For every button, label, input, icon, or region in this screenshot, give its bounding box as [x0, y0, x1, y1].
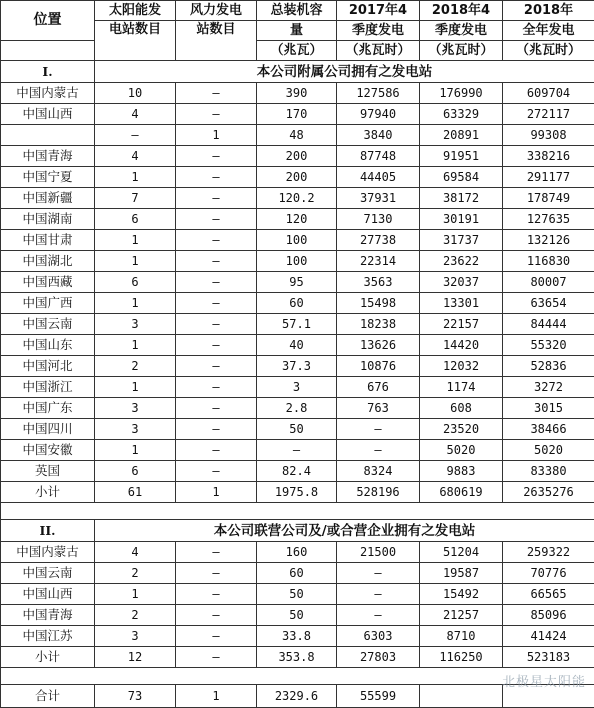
cell-q4-2017: 528196: [337, 482, 420, 503]
cell-q4-2018: 20891: [420, 125, 503, 146]
cell-position: 中国内蒙古: [1, 542, 95, 563]
cell-q4-2017: 22314: [337, 251, 420, 272]
cell-position: [1, 125, 95, 146]
cell-solar-count: 1: [95, 167, 176, 188]
cell-q4-2017: 15498: [337, 293, 420, 314]
cell-position: 中国西藏: [1, 272, 95, 293]
cell-q4-2017: –: [337, 605, 420, 626]
header-wind-line1: 风力发电: [176, 1, 257, 21]
cell-q4-2018: 1174: [420, 377, 503, 398]
cell-fy-2018: 66565: [503, 584, 594, 605]
cell-capacity: 1975.8: [257, 482, 337, 503]
cell-capacity: 50: [257, 605, 337, 626]
cell-capacity: 37.3: [257, 356, 337, 377]
cell-capacity: 60: [257, 293, 337, 314]
cell-capacity: 3: [257, 377, 337, 398]
cell-q4-2017: 763: [337, 398, 420, 419]
cell-q4-2017: 37931: [337, 188, 420, 209]
cell-q4-2018: 38172: [420, 188, 503, 209]
table-row: [1, 542, 594, 563]
cell-position: 中国浙江: [1, 377, 95, 398]
cell-q4-2018: 31737: [420, 230, 503, 251]
cell-q4-2017: –: [337, 584, 420, 605]
cell-wind-count: –: [176, 398, 257, 419]
cell-solar-count: 3: [95, 419, 176, 440]
cell-wind-count: –: [176, 209, 257, 230]
cell-fy-2018: 85096: [503, 605, 594, 626]
cell-fy-2018: 52836: [503, 356, 594, 377]
cell-capacity: –: [257, 440, 337, 461]
spacer-row: [1, 503, 594, 520]
table-row: [1, 419, 594, 440]
cell-position: 中国宁夏: [1, 167, 95, 188]
header-solar-line1: 太阳能发: [95, 1, 176, 21]
cell-wind-count: 1: [176, 125, 257, 146]
cell-q4-2018: 13301: [420, 293, 503, 314]
cell-q4-2017: 21500: [337, 542, 420, 563]
table-row: [1, 272, 594, 293]
cell-position: 中国云南: [1, 563, 95, 584]
cell-position: 小计: [1, 482, 95, 503]
cell-wind-count: –: [176, 293, 257, 314]
cell-fy-2018: 99308: [503, 125, 594, 146]
cell-q4-2017: 3840: [337, 125, 420, 146]
cell-q4-2018: 51204: [420, 542, 503, 563]
cell-fy-2018: 41424: [503, 626, 594, 647]
cell-capacity: 100: [257, 230, 337, 251]
cell-fy-2018: 609704: [503, 83, 594, 104]
cell-capacity: 60: [257, 563, 337, 584]
cell-wind-count: –: [176, 563, 257, 584]
table-row: [1, 167, 594, 188]
cell-capacity: 33.8: [257, 626, 337, 647]
cell-position: 中国内蒙古: [1, 83, 95, 104]
cell-capacity: 48: [257, 125, 337, 146]
cell-position: 小计: [1, 647, 95, 668]
cell-wind-count: –: [176, 584, 257, 605]
cell-q4-2017: 7130: [337, 209, 420, 230]
cell-solar-count: –: [95, 125, 176, 146]
cell-position: 中国新疆: [1, 188, 95, 209]
cell-q4-2017: 27738: [337, 230, 420, 251]
cell-q4-2018: 14420: [420, 335, 503, 356]
table-row: [1, 104, 594, 125]
cell-position: 中国河北: [1, 356, 95, 377]
cell-q4-2017: 13626: [337, 335, 420, 356]
cell-position: 英国: [1, 461, 95, 482]
cell-position: 中国山西: [1, 104, 95, 125]
cell-solar-count: 2: [95, 563, 176, 584]
cell-solar-count: 1: [95, 440, 176, 461]
cell-wind-count: –: [176, 104, 257, 125]
table-row: [1, 314, 594, 335]
cell-capacity: 2329.6: [257, 685, 337, 708]
cell-capacity: 2.8: [257, 398, 337, 419]
cell-q4-2017: –: [337, 419, 420, 440]
cell-q4-2018: 15492: [420, 584, 503, 605]
cell-solar-count: 2: [95, 356, 176, 377]
cell-q4-2018: 680619: [420, 482, 503, 503]
cell-position: 中国湖北: [1, 251, 95, 272]
cell-capacity: 160: [257, 542, 337, 563]
cell-q4-2017: 44405: [337, 167, 420, 188]
cell-position: 中国青海: [1, 605, 95, 626]
table-row: [1, 251, 594, 272]
cell-q4-2018: 91951: [420, 146, 503, 167]
cell-fy-2018: 178749: [503, 188, 594, 209]
cell-q4-2018: 22157: [420, 314, 503, 335]
cell-fy-2018: 259322: [503, 542, 594, 563]
header-fy-2018-unit: （兆瓦时）: [503, 41, 594, 61]
cell-q4-2017: 27803: [337, 647, 420, 668]
header-position-blank: [1, 41, 95, 61]
cell-capacity: 120.2: [257, 188, 337, 209]
cell-wind-count: –: [176, 83, 257, 104]
cell-solar-count: 3: [95, 398, 176, 419]
section2-title: 本公司联营公司及/或合营企业拥有之发电站: [95, 520, 594, 542]
cell-q4-2018: 9883: [420, 461, 503, 482]
cell-wind-count: –: [176, 356, 257, 377]
cell-q4-2018: 21257: [420, 605, 503, 626]
cell-q4-2018: 23520: [420, 419, 503, 440]
table-row: [1, 209, 594, 230]
cell-capacity: 170: [257, 104, 337, 125]
subtotal-row: [1, 647, 594, 668]
table-row: [1, 461, 594, 482]
table-row: [1, 626, 594, 647]
cell-solar-count: 1: [95, 230, 176, 251]
cell-q4-2017: 55599: [337, 685, 420, 708]
cell-position: 中国山西: [1, 584, 95, 605]
cell-fy-2018: 80007: [503, 272, 594, 293]
cell-solar-count: 4: [95, 104, 176, 125]
cell-capacity: 200: [257, 167, 337, 188]
header-q4-2018-line2: 季度发电: [420, 21, 503, 41]
table-row: [1, 83, 594, 104]
header-wind-line2: 站数目: [176, 21, 257, 61]
table-row: [1, 377, 594, 398]
cell-position: 中国云南: [1, 314, 95, 335]
cell-q4-2017: 18238: [337, 314, 420, 335]
cell-solar-count: 1: [95, 251, 176, 272]
cell-q4-2017: 676: [337, 377, 420, 398]
cell-solar-count: 73: [95, 685, 176, 708]
cell-solar-count: 2: [95, 605, 176, 626]
table-row: [1, 230, 594, 251]
cell-q4-2018: 30191: [420, 209, 503, 230]
cell-solar-count: 4: [95, 542, 176, 563]
table-row: [1, 293, 594, 314]
cell-q4-2018: 8710: [420, 626, 503, 647]
cell-wind-count: –: [176, 461, 257, 482]
cell-q4-2018: 23622: [420, 251, 503, 272]
cell-capacity: 40: [257, 335, 337, 356]
cell-fy-2018: 3272: [503, 377, 594, 398]
cell-wind-count: –: [176, 542, 257, 563]
cell-position: 中国甘肃: [1, 230, 95, 251]
cell-position: 中国广西: [1, 293, 95, 314]
table-row: [1, 440, 594, 461]
cell-position: 合计: [1, 685, 95, 708]
cell-solar-count: 1: [95, 584, 176, 605]
cell-fy-2018: 338216: [503, 146, 594, 167]
cell-fy-2018: 127635: [503, 209, 594, 230]
cell-wind-count: –: [176, 377, 257, 398]
header-q4-2017-line2: 季度发电: [337, 21, 420, 41]
table-row: [1, 188, 594, 209]
cell-solar-count: 1: [95, 293, 176, 314]
watermark-logo: 北极星太阳能: [436, 671, 586, 695]
cell-capacity: 50: [257, 584, 337, 605]
header-capacity-line2: 量: [257, 21, 337, 41]
cell-wind-count: –: [176, 314, 257, 335]
cell-position: 中国山东: [1, 335, 95, 356]
cell-position: 中国广东: [1, 398, 95, 419]
cell-wind-count: –: [176, 230, 257, 251]
cell-fy-2018: 83380: [503, 461, 594, 482]
cell-q4-2017: –: [337, 440, 420, 461]
cell-fy-2018: 70776: [503, 563, 594, 584]
cell-q4-2018: 32037: [420, 272, 503, 293]
cell-capacity: 50: [257, 419, 337, 440]
cell-capacity: 390: [257, 83, 337, 104]
cell-fy-2018: 38466: [503, 419, 594, 440]
cell-fy-2018: 523183: [503, 647, 594, 668]
cell-q4-2018: 69584: [420, 167, 503, 188]
cell-wind-count: –: [176, 440, 257, 461]
cell-solar-count: 10: [95, 83, 176, 104]
header-position: 位置: [1, 1, 95, 41]
cell-capacity: 95: [257, 272, 337, 293]
cell-wind-count: –: [176, 605, 257, 626]
section2-number: II.: [1, 520, 95, 542]
cell-q4-2018: 5020: [420, 440, 503, 461]
cell-fy-2018: 55320: [503, 335, 594, 356]
cell-wind-count: –: [176, 167, 257, 188]
cell-position: 中国青海: [1, 146, 95, 167]
header-fy-2018-line2: 全年发电: [503, 21, 594, 41]
header-capacity-line1: 总装机容: [257, 1, 337, 21]
cell-position: 中国安徽: [1, 440, 95, 461]
cell-wind-count: –: [176, 146, 257, 167]
table-row: [1, 356, 594, 377]
cell-capacity: 200: [257, 146, 337, 167]
cell-capacity: 353.8: [257, 647, 337, 668]
table-row: [1, 398, 594, 419]
header-q4-2017-unit: （兆瓦时）: [337, 41, 420, 61]
table-row: [1, 335, 594, 356]
cell-wind-count: –: [176, 335, 257, 356]
cell-solar-count: 3: [95, 626, 176, 647]
cell-q4-2018: 19587: [420, 563, 503, 584]
table-row: [1, 605, 594, 626]
header-solar-line2: 电站数目: [95, 21, 176, 61]
section1-title: 本公司附属公司拥有之发电站: [95, 61, 594, 83]
cell-capacity: 120: [257, 209, 337, 230]
cell-wind-count: –: [176, 188, 257, 209]
cell-position: 中国湖南: [1, 209, 95, 230]
cell-solar-count: 6: [95, 461, 176, 482]
table-row: [1, 146, 594, 167]
header-fy-2018-line1: 2018年: [503, 1, 594, 21]
cell-wind-count: 1: [176, 482, 257, 503]
cell-capacity: 100: [257, 251, 337, 272]
cell-wind-count: 1: [176, 685, 257, 708]
cell-solar-count: 6: [95, 209, 176, 230]
table-row: [1, 584, 594, 605]
cell-wind-count: –: [176, 647, 257, 668]
cell-solar-count: 1: [95, 377, 176, 398]
cell-fy-2018: 84444: [503, 314, 594, 335]
cell-solar-count: 61: [95, 482, 176, 503]
cell-wind-count: –: [176, 419, 257, 440]
header-q4-2018-unit: （兆瓦时）: [420, 41, 503, 61]
cell-q4-2017: 8324: [337, 461, 420, 482]
cell-q4-2017: 3563: [337, 272, 420, 293]
cell-q4-2017: 97940: [337, 104, 420, 125]
table-row: [1, 125, 594, 146]
cell-wind-count: –: [176, 626, 257, 647]
cell-fy-2018: 3015: [503, 398, 594, 419]
cell-solar-count: 4: [95, 146, 176, 167]
cell-q4-2017: 10876: [337, 356, 420, 377]
cell-q4-2017: 6303: [337, 626, 420, 647]
cell-solar-count: 12: [95, 647, 176, 668]
cell-fy-2018: 132126: [503, 230, 594, 251]
header-capacity-unit: （兆瓦）: [257, 41, 337, 61]
cell-q4-2017: –: [337, 563, 420, 584]
cell-q4-2018: 116250: [420, 647, 503, 668]
cell-q4-2017: 127586: [337, 83, 420, 104]
cell-q4-2017: 87748: [337, 146, 420, 167]
cell-solar-count: 6: [95, 272, 176, 293]
subtotal-row: [1, 482, 594, 503]
cell-fy-2018: 272117: [503, 104, 594, 125]
cell-position: 中国江苏: [1, 626, 95, 647]
cell-fy-2018: 63654: [503, 293, 594, 314]
cell-fy-2018: 2635276: [503, 482, 594, 503]
cell-capacity: 82.4: [257, 461, 337, 482]
header-q4-2018-line1: 2018年4: [420, 1, 503, 21]
cell-fy-2018: 291177: [503, 167, 594, 188]
cell-position: 中国四川: [1, 419, 95, 440]
cell-q4-2018: 63329: [420, 104, 503, 125]
header-q4-2017-line1: 2017年4: [337, 1, 420, 21]
cell-q4-2018: 12032: [420, 356, 503, 377]
cell-capacity: 57.1: [257, 314, 337, 335]
cell-solar-count: 1: [95, 335, 176, 356]
section1-number: I.: [1, 61, 95, 83]
cell-q4-2018: 608: [420, 398, 503, 419]
cell-fy-2018: 116830: [503, 251, 594, 272]
cell-solar-count: 3: [95, 314, 176, 335]
table-row: [1, 563, 594, 584]
cell-solar-count: 7: [95, 188, 176, 209]
cell-q4-2018: 176990: [420, 83, 503, 104]
cell-wind-count: –: [176, 272, 257, 293]
cell-wind-count: –: [176, 251, 257, 272]
cell-fy-2018: 5020: [503, 440, 594, 461]
